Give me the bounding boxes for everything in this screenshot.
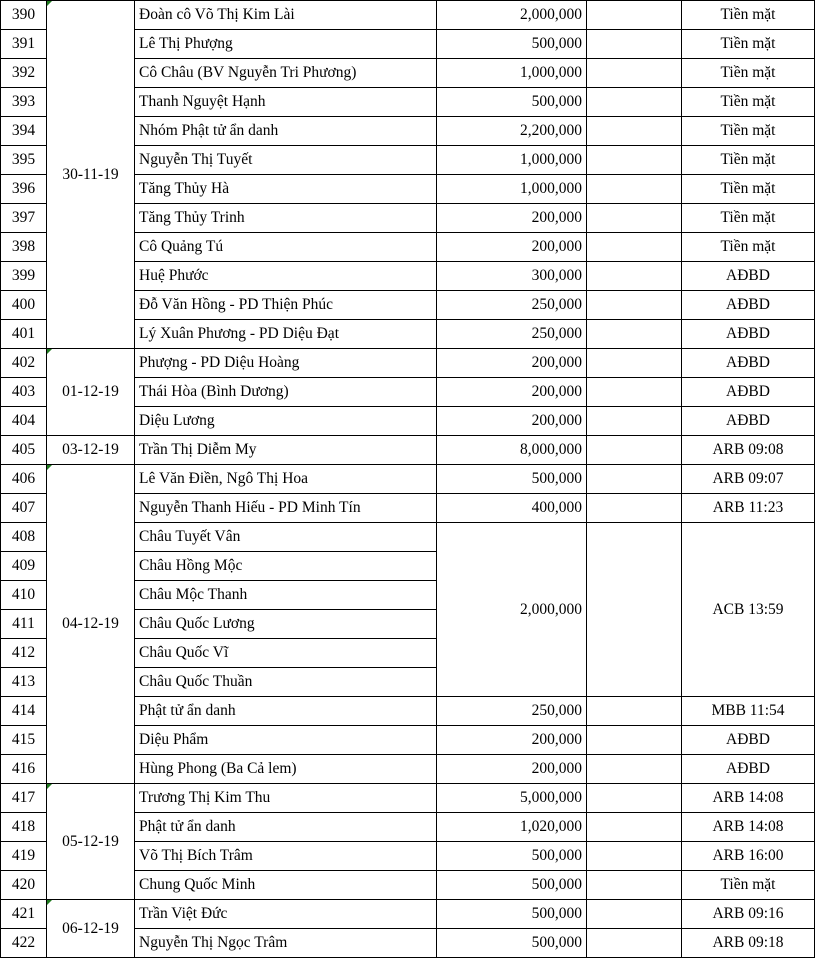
donor-name: Hùng Phong (Ba Cả lem) bbox=[135, 755, 437, 784]
donor-name: Châu Hồng Mộc bbox=[135, 552, 437, 581]
row-number: 403 bbox=[1, 378, 47, 407]
amount: 250,000 bbox=[437, 291, 587, 320]
donor-name: Châu Quốc Thuần bbox=[135, 668, 437, 697]
amount: 5,000,000 bbox=[437, 784, 587, 813]
donor-name: Lý Xuân Phương - PD Diệu Đạt bbox=[135, 320, 437, 349]
donor-name: Thanh Nguyệt Hạnh bbox=[135, 88, 437, 117]
row-number: 407 bbox=[1, 494, 47, 523]
blank-cell bbox=[587, 291, 682, 320]
amount: 2,000,000 bbox=[437, 523, 587, 697]
blank-cell bbox=[587, 146, 682, 175]
amount: 500,000 bbox=[437, 842, 587, 871]
row-number: 418 bbox=[1, 813, 47, 842]
blank-cell bbox=[587, 813, 682, 842]
amount: 500,000 bbox=[437, 88, 587, 117]
amount: 500,000 bbox=[437, 465, 587, 494]
row-number: 390 bbox=[1, 1, 47, 30]
donor-name: Đoàn cô Võ Thị Kim Lài bbox=[135, 1, 437, 30]
blank-cell bbox=[587, 59, 682, 88]
amount: 200,000 bbox=[437, 233, 587, 262]
row-number: 411 bbox=[1, 610, 47, 639]
row-number: 417 bbox=[1, 784, 47, 813]
donor-name: Huệ Phước bbox=[135, 262, 437, 291]
date-cell: 03-12-19 bbox=[47, 436, 135, 465]
blank-cell bbox=[587, 1, 682, 30]
payment-method: AĐBD bbox=[682, 407, 815, 436]
amount: 400,000 bbox=[437, 494, 587, 523]
date-cell: 01-12-19 bbox=[47, 349, 135, 436]
donor-name: Nguyễn Thị Tuyết bbox=[135, 146, 437, 175]
row-number: 421 bbox=[1, 900, 47, 929]
blank-cell bbox=[587, 117, 682, 146]
amount: 2,000,000 bbox=[437, 1, 587, 30]
row-number: 398 bbox=[1, 233, 47, 262]
blank-cell bbox=[587, 30, 682, 59]
table-row bbox=[1, 465, 815, 494]
table-row bbox=[1, 784, 815, 813]
row-number: 415 bbox=[1, 726, 47, 755]
amount: 200,000 bbox=[437, 349, 587, 378]
payment-method: Tiền mặt bbox=[682, 175, 815, 204]
table-row bbox=[1, 1, 815, 30]
amount: 8,000,000 bbox=[437, 436, 587, 465]
blank-cell bbox=[587, 697, 682, 726]
amount: 200,000 bbox=[437, 378, 587, 407]
row-number: 413 bbox=[1, 668, 47, 697]
payment-method: Tiền mặt bbox=[682, 1, 815, 30]
blank-cell bbox=[587, 726, 682, 755]
table-row bbox=[1, 436, 815, 465]
payment-method: AĐBD bbox=[682, 262, 815, 291]
payment-method: Tiền mặt bbox=[682, 146, 815, 175]
donor-name: Chung Quốc Minh bbox=[135, 871, 437, 900]
row-number: 395 bbox=[1, 146, 47, 175]
donor-name: Võ Thị Bích Trâm bbox=[135, 842, 437, 871]
amount: 500,000 bbox=[437, 900, 587, 929]
row-number: 401 bbox=[1, 320, 47, 349]
table-row bbox=[1, 900, 815, 929]
payment-method: ARB 14:08 bbox=[682, 784, 815, 813]
donor-name: Thái Hòa (Bình Dương) bbox=[135, 378, 437, 407]
amount: 1,020,000 bbox=[437, 813, 587, 842]
payment-method: ARB 11:23 bbox=[682, 494, 815, 523]
blank-cell bbox=[587, 755, 682, 784]
donor-name: Nguyễn Thị Ngọc Trâm bbox=[135, 929, 437, 958]
row-number: 393 bbox=[1, 88, 47, 117]
amount: 200,000 bbox=[437, 204, 587, 233]
donor-name: Phượng - PD Diệu Hoàng bbox=[135, 349, 437, 378]
payment-method: Tiền mặt bbox=[682, 117, 815, 146]
payment-method: AĐBD bbox=[682, 755, 815, 784]
payment-method: AĐBD bbox=[682, 349, 815, 378]
payment-method: Tiền mặt bbox=[682, 59, 815, 88]
donor-name: Trần Thị Diễm My bbox=[135, 436, 437, 465]
row-number: 391 bbox=[1, 30, 47, 59]
donor-name: Trần Việt Đức bbox=[135, 900, 437, 929]
payment-method: ARB 09:18 bbox=[682, 929, 815, 958]
table-row bbox=[1, 349, 815, 378]
amount: 2,200,000 bbox=[437, 117, 587, 146]
payment-method: MBB 11:54 bbox=[682, 697, 815, 726]
row-number: 414 bbox=[1, 697, 47, 726]
payment-method: AĐBD bbox=[682, 378, 815, 407]
donor-name: Tăng Thủy Hà bbox=[135, 175, 437, 204]
payment-method: ARB 09:08 bbox=[682, 436, 815, 465]
row-number: 404 bbox=[1, 407, 47, 436]
amount: 250,000 bbox=[437, 697, 587, 726]
blank-cell bbox=[587, 204, 682, 233]
row-number: 410 bbox=[1, 581, 47, 610]
row-number: 422 bbox=[1, 929, 47, 958]
amount: 200,000 bbox=[437, 755, 587, 784]
row-number: 406 bbox=[1, 465, 47, 494]
blank-cell bbox=[587, 407, 682, 436]
amount: 1,000,000 bbox=[437, 59, 587, 88]
payment-method: Tiền mặt bbox=[682, 233, 815, 262]
donor-name: Châu Mộc Thanh bbox=[135, 581, 437, 610]
amount: 500,000 bbox=[437, 30, 587, 59]
row-number: 397 bbox=[1, 204, 47, 233]
amount: 500,000 bbox=[437, 871, 587, 900]
donor-name: Lê Văn Điền, Ngô Thị Hoa bbox=[135, 465, 437, 494]
blank-cell bbox=[587, 88, 682, 117]
row-number: 416 bbox=[1, 755, 47, 784]
donor-name: Nguyễn Thanh Hiếu - PD Minh Tín bbox=[135, 494, 437, 523]
blank-cell bbox=[587, 349, 682, 378]
donor-name: Châu Tuyết Vân bbox=[135, 523, 437, 552]
row-number: 408 bbox=[1, 523, 47, 552]
row-number: 394 bbox=[1, 117, 47, 146]
date-cell: 04-12-19 bbox=[47, 465, 135, 784]
donor-name: Lê Thị Phượng bbox=[135, 30, 437, 59]
blank-cell bbox=[587, 784, 682, 813]
donor-name: Nhóm Phật tử ẩn danh bbox=[135, 117, 437, 146]
row-number: 396 bbox=[1, 175, 47, 204]
row-number: 392 bbox=[1, 59, 47, 88]
donor-name: Trương Thị Kim Thu bbox=[135, 784, 437, 813]
payment-method: ARB 14:08 bbox=[682, 813, 815, 842]
donor-name: Phật tử ẩn danh bbox=[135, 813, 437, 842]
amount: 300,000 bbox=[437, 262, 587, 291]
date-cell: 30-11-19 bbox=[47, 1, 135, 349]
donor-name: Diệu Phẩm bbox=[135, 726, 437, 755]
blank-cell bbox=[587, 842, 682, 871]
blank-cell bbox=[587, 494, 682, 523]
amount: 200,000 bbox=[437, 726, 587, 755]
donor-name: Châu Quốc Vĩ bbox=[135, 639, 437, 668]
amount: 250,000 bbox=[437, 320, 587, 349]
amount: 1,000,000 bbox=[437, 175, 587, 204]
date-cell: 05-12-19 bbox=[47, 784, 135, 900]
payment-method: AĐBD bbox=[682, 291, 815, 320]
donor-name: Phật tử ẩn danh bbox=[135, 697, 437, 726]
row-number: 409 bbox=[1, 552, 47, 581]
blank-cell bbox=[587, 378, 682, 407]
blank-cell bbox=[587, 929, 682, 958]
row-number: 419 bbox=[1, 842, 47, 871]
payment-method: Tiền mặt bbox=[682, 88, 815, 117]
payment-method: ARB 16:00 bbox=[682, 842, 815, 871]
blank-cell bbox=[587, 262, 682, 291]
payment-method: ACB 13:59 bbox=[682, 523, 815, 697]
row-number: 402 bbox=[1, 349, 47, 378]
payment-method: ARB 09:16 bbox=[682, 900, 815, 929]
donor-name: Châu Quốc Lương bbox=[135, 610, 437, 639]
date-cell: 06-12-19 bbox=[47, 900, 135, 958]
donor-name: Tăng Thủy Trinh bbox=[135, 204, 437, 233]
payment-method: Tiền mặt bbox=[682, 30, 815, 59]
blank-cell bbox=[587, 320, 682, 349]
row-number: 405 bbox=[1, 436, 47, 465]
payment-method: AĐBD bbox=[682, 320, 815, 349]
row-number: 399 bbox=[1, 262, 47, 291]
blank-cell bbox=[587, 523, 682, 697]
donor-name: Đỗ Văn Hồng - PD Thiện Phúc bbox=[135, 291, 437, 320]
donor-name: Cô Châu (BV Nguyễn Tri Phương) bbox=[135, 59, 437, 88]
amount: 200,000 bbox=[437, 407, 587, 436]
row-number: 420 bbox=[1, 871, 47, 900]
blank-cell bbox=[587, 436, 682, 465]
blank-cell bbox=[587, 900, 682, 929]
payment-method: AĐBD bbox=[682, 726, 815, 755]
payment-method: ARB 09:07 bbox=[682, 465, 815, 494]
amount: 1,000,000 bbox=[437, 146, 587, 175]
row-number: 400 bbox=[1, 291, 47, 320]
payment-method: Tiền mặt bbox=[682, 204, 815, 233]
amount: 500,000 bbox=[437, 929, 587, 958]
donor-name: Diệu Lương bbox=[135, 407, 437, 436]
row-number: 412 bbox=[1, 639, 47, 668]
blank-cell bbox=[587, 871, 682, 900]
payment-method: Tiền mặt bbox=[682, 871, 815, 900]
blank-cell bbox=[587, 465, 682, 494]
donor-name: Cô Quảng Tú bbox=[135, 233, 437, 262]
blank-cell bbox=[587, 175, 682, 204]
blank-cell bbox=[587, 233, 682, 262]
